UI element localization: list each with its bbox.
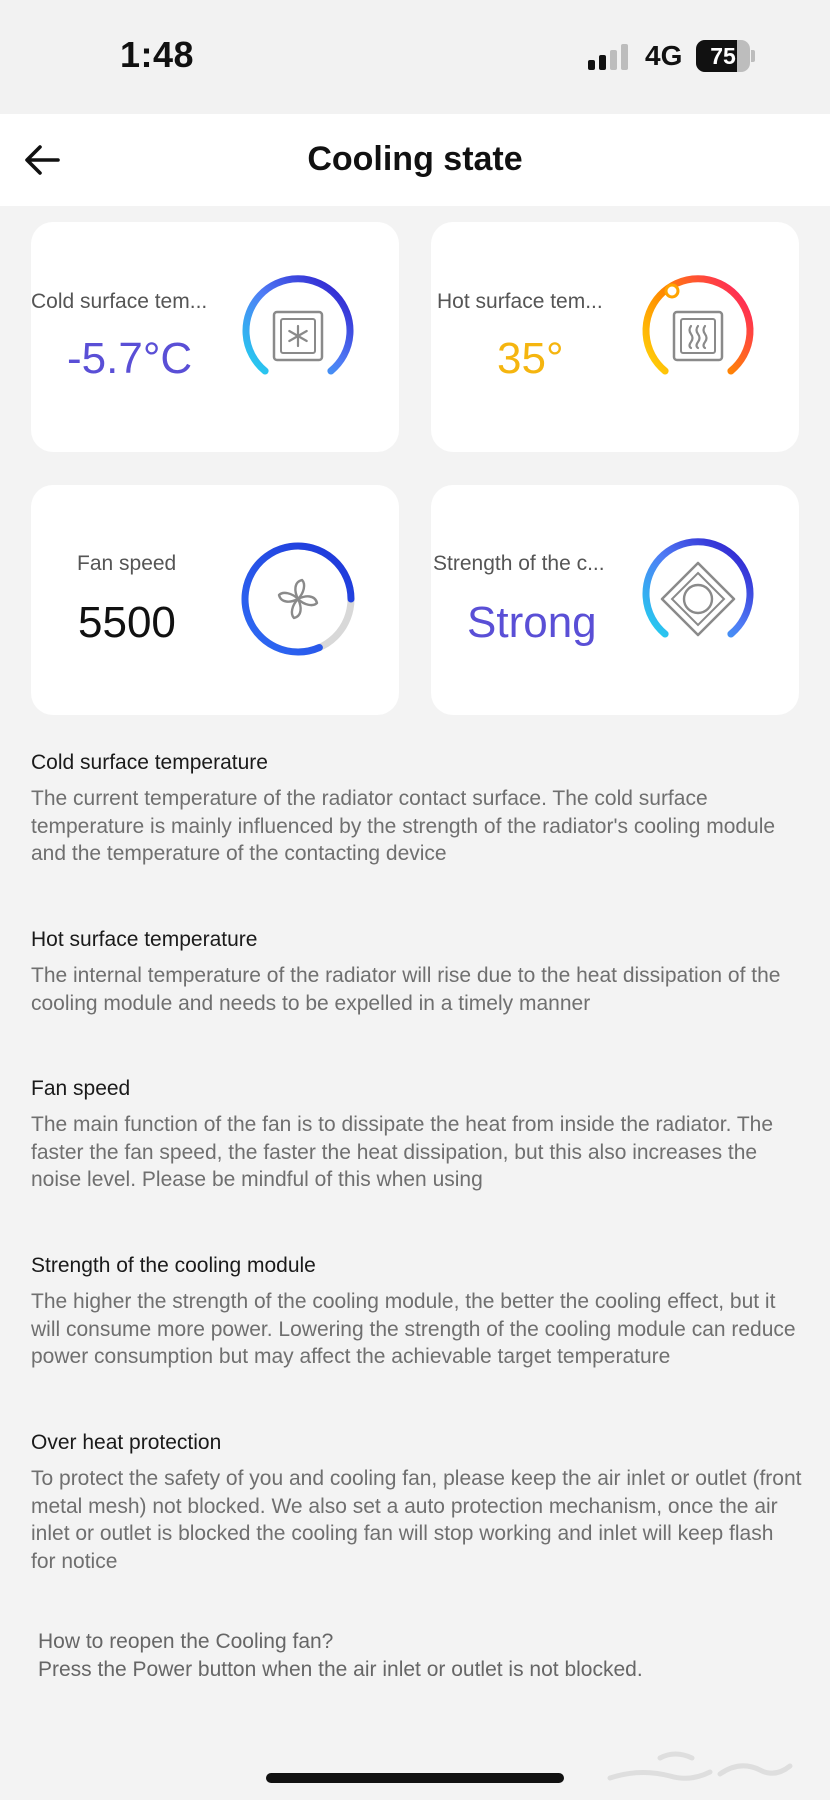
reopen-answer: Press the Power button when the air inlet or outlet is not blocked. <box>38 1657 643 1681</box>
desc-cold-surface <box>31 749 803 868</box>
desc-hot-surface <box>31 926 803 1017</box>
desc-title: Cold surface temperature <box>31 751 268 774</box>
desc-title: Strength of the cooling module <box>31 1254 316 1277</box>
battery-level: 75 <box>710 43 736 69</box>
heat-icon <box>674 312 722 360</box>
desc-text: The internal temperature of the radiator will rise due to the heat dissipation of the cooling module and needs to be expelled in a timely manner <box>31 964 781 1015</box>
hot-surface-value: 35° <box>497 334 564 383</box>
desc-title: Over heat protection <box>31 1431 222 1454</box>
watermark-logo <box>600 1738 800 1790</box>
desc-overheat-protection <box>31 1429 803 1575</box>
status-bar <box>0 0 830 114</box>
desc-cooling-strength <box>31 1252 803 1371</box>
fan-speed-card[interactable] <box>31 485 399 715</box>
nav-header <box>0 114 830 206</box>
hot-surface-card[interactable] <box>431 222 799 452</box>
hot-surface-label: Hot surface tem... <box>437 290 603 313</box>
fan-speed-value: 5500 <box>78 598 176 647</box>
desc-text: The main function of the fan is to dissipate the heat from inside the radiator. The faster the fan speed, the faster the heat dissipation, but this also increases the noise level. Please be mindful of this when using <box>31 1113 774 1191</box>
signal-icon <box>588 44 632 70</box>
cooling-strength-label: Strength of the c... <box>433 552 605 575</box>
cooling-strength-gauge <box>636 537 760 661</box>
snowflake-icon <box>274 312 322 360</box>
cooling-module-icon <box>662 563 734 635</box>
cold-surface-gauge <box>236 274 360 398</box>
desc-text: The higher the strength of the cooling module, the better the cooling effect, but it will consume more power. Lowering the strength of the cooling module can reduce power consumption but may affect the achievable target temperature <box>31 1290 796 1368</box>
network-label: 4G <box>645 40 683 71</box>
cold-surface-card[interactable] <box>31 222 399 452</box>
status-time: 1:48 <box>120 34 195 75</box>
cooling-strength-value: Strong <box>467 598 597 647</box>
reopen-question: How to reopen the Cooling fan? <box>38 1630 334 1653</box>
cold-surface-value: -5.7°C <box>67 334 193 383</box>
page-title: Cooling state <box>307 140 523 178</box>
desc-fan-speed <box>31 1075 803 1194</box>
hot-surface-gauge <box>636 274 760 398</box>
cold-surface-label: Cold surface tem... <box>31 290 208 313</box>
battery-icon <box>696 40 754 72</box>
gauge-knob <box>666 285 678 297</box>
cooling-strength-card[interactable] <box>431 485 799 715</box>
desc-title: Fan speed <box>31 1077 131 1100</box>
desc-text: To protect the safety of you and cooling fan, please keep the air inlet or outlet (front metal mesh) not blocked. We also set a auto protection mechanism, once the air inlet or outlet is blocked the cooling fan will stop working and inlet will keep flash for notice <box>31 1467 802 1573</box>
desc-title: Hot surface temperature <box>31 928 258 951</box>
fan-speed-label: Fan speed <box>77 552 177 575</box>
fan-icon <box>279 580 317 618</box>
reopen-note <box>38 1628 808 1683</box>
fan-speed-gauge <box>236 537 360 661</box>
desc-text: The current temperature of the radiator contact surface. The cold surface temperature is mainly influenced by the strength of the radiator's cooling module and the temperature of the contacting device <box>31 787 776 865</box>
home-indicator[interactable] <box>266 1773 564 1783</box>
